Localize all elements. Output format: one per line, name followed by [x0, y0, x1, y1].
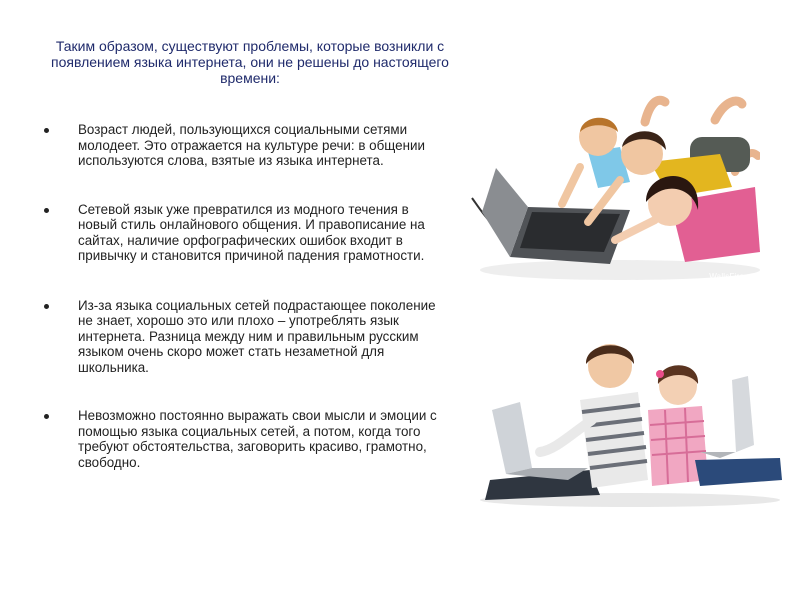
- photo-children-with-laptop: [470, 92, 760, 285]
- photo-watermark: WallsFire.ru: [709, 272, 754, 281]
- bullet-dot-icon: [44, 208, 49, 213]
- bullet-item: [44, 408, 444, 470]
- bullet-dot-icon: [44, 304, 49, 309]
- bullet-list: [44, 122, 444, 470]
- children-laptop-illustration: [470, 92, 760, 285]
- bullet-text: Невозможно постоянно выражать свои мысли и эмоции с помощью языка социальных сетей, а потом, когда того требуют обстоятельства, заговорить красиво, грамотно, свободно.: [78, 408, 437, 470]
- bullet-dot-icon: [44, 414, 49, 419]
- bullet-text: Из-за языка социальных сетей подрастающее поколение не знает, хорошо это или плохо – употреблять язык интернета. Разница между ним и правильным русским языком очень скоро может стать незаметной для школьника.: [78, 297, 436, 375]
- slide-heading: Таким образом, существуют проблемы, которые возникли с появлением языка интернета, они не решены до настоящего времени:: [51, 38, 449, 86]
- bullet-item: [44, 202, 444, 264]
- bullet-dot-icon: [44, 128, 49, 133]
- bullet-item: [44, 122, 444, 169]
- kids-back-to-back-illustration: [470, 340, 784, 508]
- bullet-item: [44, 298, 444, 376]
- photo-kids-back-to-back: [470, 340, 784, 508]
- bullet-text: Сетевой язык уже превратился из модного течения в новый стиль онлайнового общения. И правописание на сайтах, наличие орфографических ошибок входит в привычку и становится причиной падения грамотности.: [78, 201, 425, 263]
- bullet-text: Возраст людей, пользующихся социальными сетями молодеет. Это отражается на культуре речи: в общении используются слова, взятые из языка интернета.: [78, 122, 425, 168]
